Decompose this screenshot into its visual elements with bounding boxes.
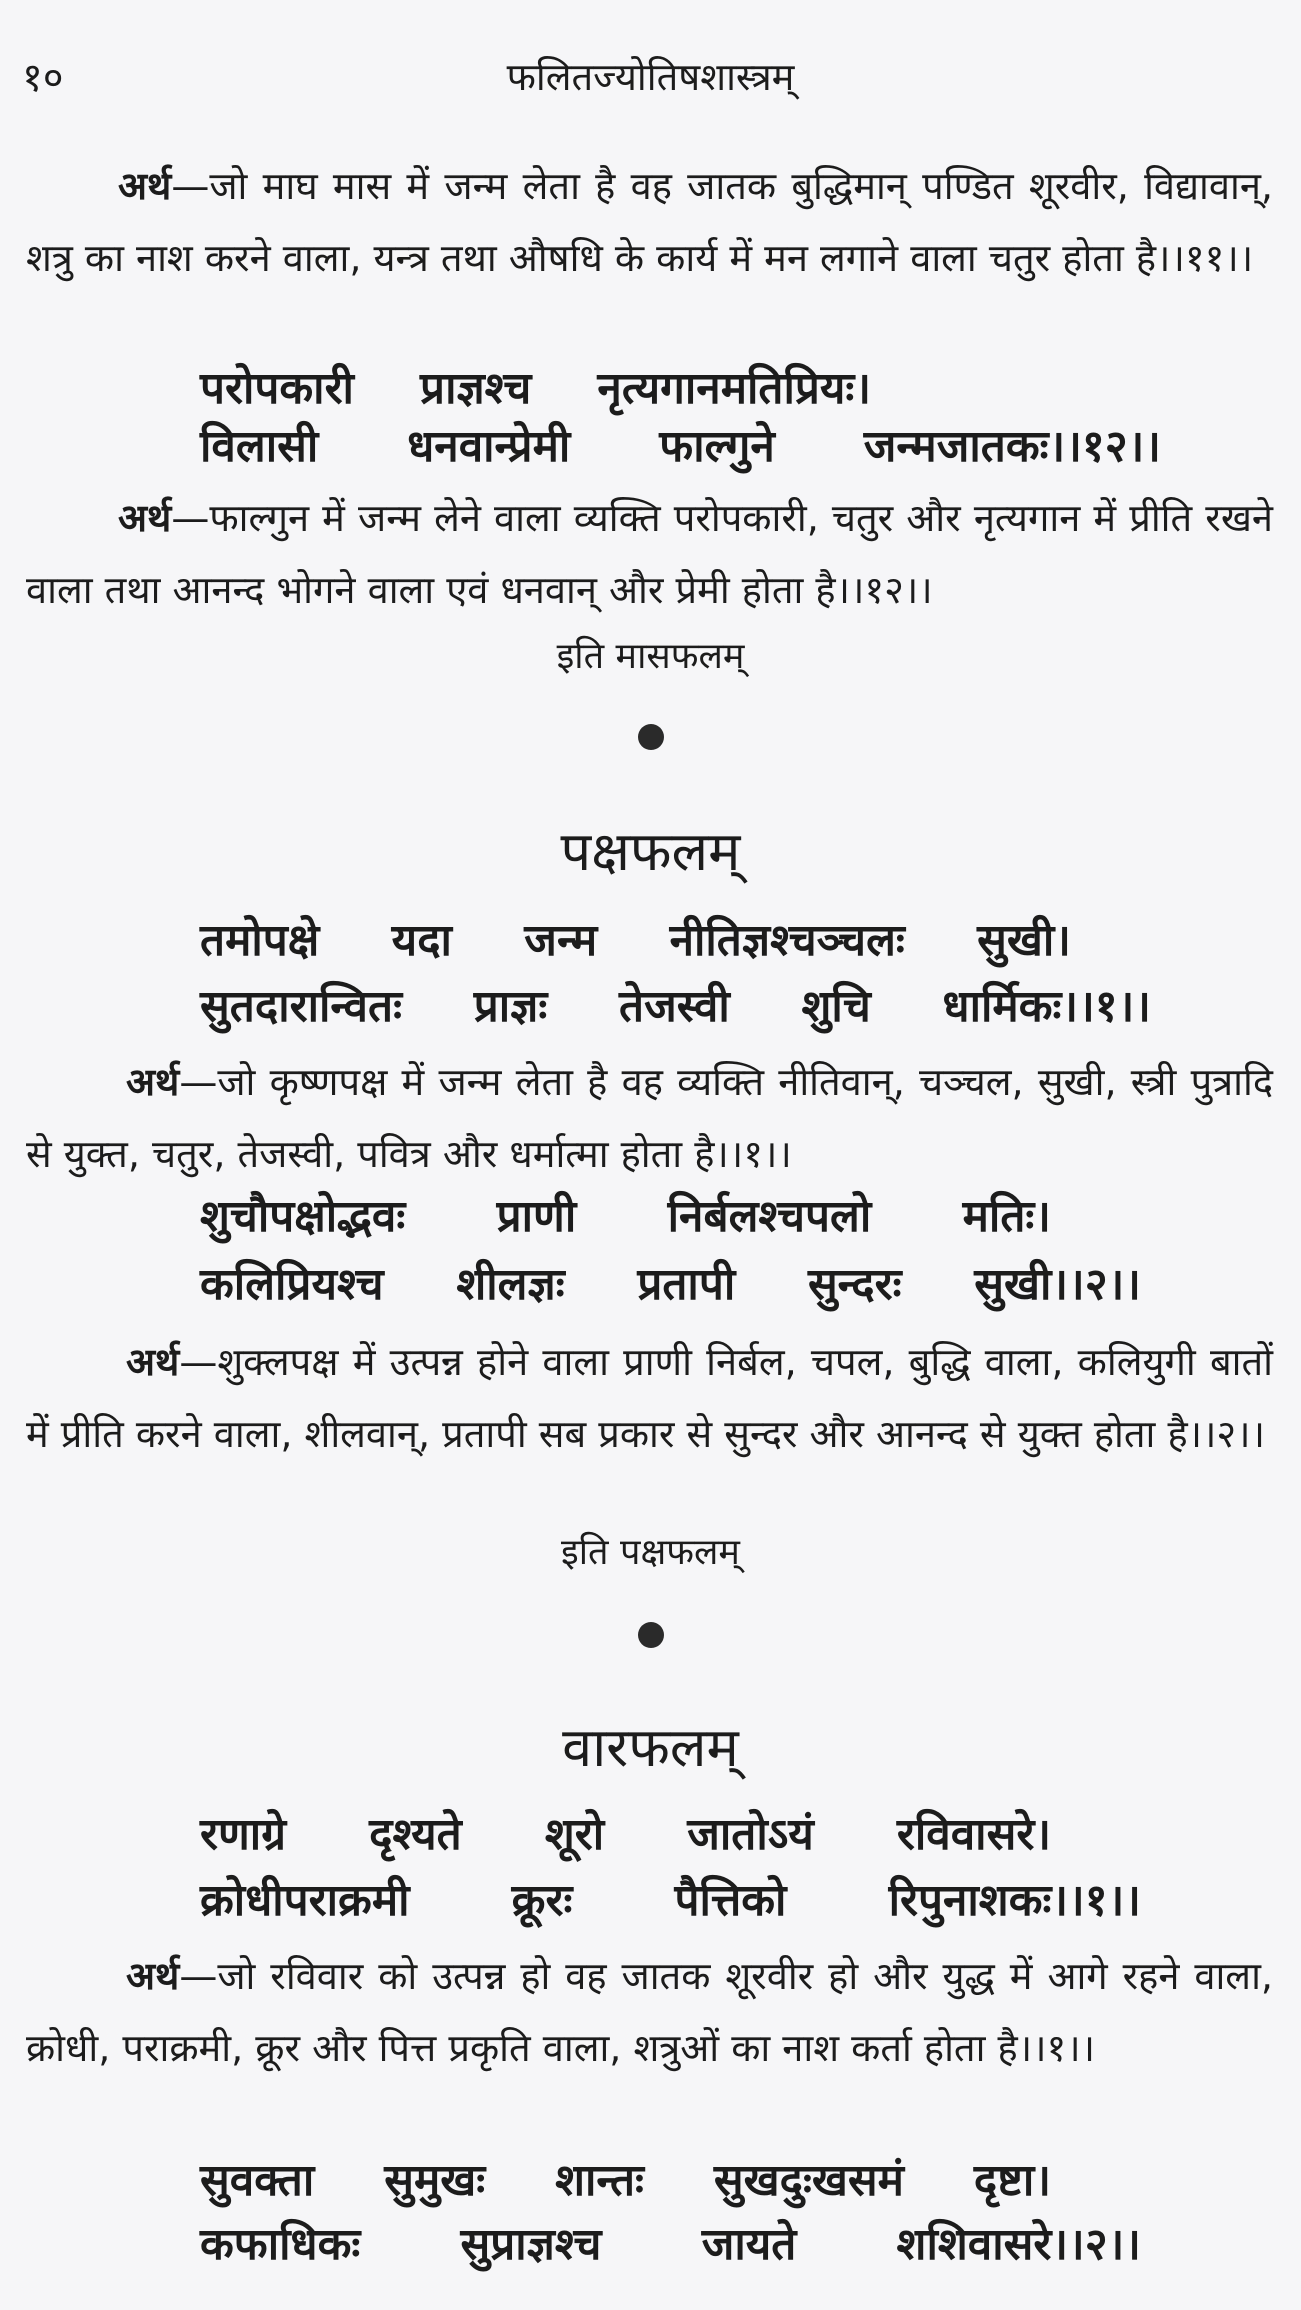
verse-word: प्राणी — [496, 1191, 577, 1242]
meaning-paragraph — [26, 1326, 1273, 1470]
verse-word: निर्बलश्चपलो — [667, 1191, 872, 1242]
section-bullet — [0, 724, 1301, 750]
verse-word: सुन्दरः — [807, 1259, 902, 1310]
verse-word: सुखी। — [977, 915, 1071, 966]
verse-word: धार्मिकः।।१।। — [942, 981, 1151, 1032]
verse-word: रिपुनाशकः।।१।। — [888, 1875, 1141, 1926]
verse-word: यदा — [391, 915, 452, 966]
verse-word: जातोऽयं — [687, 1809, 814, 1860]
verse-word: रणाग्रे — [200, 1809, 287, 1860]
verse-word: शशिवासरे।।२।। — [896, 2219, 1141, 2270]
meaning-text: —जो माघ मास में जन्म लेता है वह जातक बुद्धिमान् पण्डित शूरवीर, विद्यावान्, शत्रु का नाश करने वाला, यन्त्र तथा औषधि के कार्य में मन लगाने वाला चतुर होता है।।११।। — [26, 164, 1273, 280]
verse-word: शीलज्ञः — [456, 1259, 565, 1310]
verse-word: जायते — [701, 2219, 797, 2270]
verse-word: सुमुखः — [384, 2155, 486, 2206]
meaning-text: —फाल्गुन में जन्म लेने वाला व्यक्ति परोपकारी, चतुर और नृत्यगान में प्रीति रखने वाला तथा आनन्द भोगने वाला एवं धनवान् और प्रेमी होता है।।१२।। — [26, 496, 1273, 612]
verse-word: फाल्गुने — [659, 421, 775, 472]
verse-word: सुतदारान्वितः — [200, 981, 402, 1032]
verse-word: सुखी।।२।। — [974, 1259, 1141, 1310]
meaning-label: अर्थ — [118, 496, 172, 540]
meaning-paragraph — [26, 1940, 1273, 2084]
verse-word: तेजस्वी — [619, 981, 730, 1032]
verse-word: कलिप्रियश्च — [200, 1259, 384, 1310]
section-heading: पक्षफलम् — [560, 820, 741, 883]
verse-word: क्रूरः — [511, 1875, 573, 1926]
verse-line — [200, 972, 1151, 1042]
meaning-paragraph — [26, 1046, 1273, 1190]
verse-word: जन्म — [524, 915, 598, 966]
verse-line — [200, 412, 1161, 482]
verse-word: शुचि — [801, 981, 871, 1032]
verse-12-line-2 — [200, 412, 1161, 482]
running-title: फलितज्योतिषशास्त्रम् — [506, 55, 795, 99]
verse-line — [200, 1866, 1141, 1936]
section-bullet — [0, 1622, 1301, 1648]
verse-word: शूरो — [544, 1809, 605, 1860]
verse-word: सुखदुःखसमं — [713, 2155, 904, 2206]
meaning-text: —जो कृष्णपक्ष में जन्म लेता है वह व्यक्ति नीतिवान्, चञ्चल, सुखी, स्त्री पुत्रादि से युक्त, चतुर, तेजस्वी, पवित्र और धर्मात्मा होता है।।१।। — [26, 1060, 1273, 1176]
section-end-note: इति पक्षफलम् — [561, 1532, 740, 1573]
meaning-text: —जो रविवार को उत्पन्न हो वह जातक शूरवीर हो और युद्ध में आगे रहने वाला, क्रोधी, पराक्रमी, क्रूर और पित्त प्रकृति वाला, शत्रुओं का नाश कर्ता होता है।।१।। — [26, 1954, 1273, 2070]
verse-word: प्रतापी — [637, 1259, 736, 1310]
verse-line — [200, 2146, 1051, 2216]
verse-word: सुवक्ता — [200, 2155, 315, 2206]
meaning-label: अर्थ — [126, 1340, 180, 1384]
verse-line — [200, 1250, 1141, 1320]
verse-word: प्राज्ञश्च — [420, 363, 532, 414]
meaning-paragraph — [26, 150, 1273, 294]
verse-word: दृश्यते — [369, 1809, 462, 1860]
verse-word: शान्तः — [555, 2155, 644, 2206]
meaning-label: अर्थ — [118, 164, 172, 208]
meaning-label: अर्थ — [126, 1954, 180, 1998]
section-heading: वारफलम् — [562, 1716, 739, 1779]
verse-line — [200, 2210, 1141, 2280]
verse-word: क्रोधीपराक्रमी — [200, 1875, 410, 1926]
verse-line — [200, 1182, 1051, 1252]
verse-word: जन्मजातकः।।१२।। — [863, 421, 1161, 472]
verse-line — [200, 1800, 1051, 1870]
verse-word: परोपकारी — [200, 363, 354, 414]
verse-word: नृत्यगानमतिप्रियः। — [597, 363, 871, 414]
verse-word: पैत्तिको — [674, 1875, 787, 1926]
verse-word: प्राज्ञः — [473, 981, 548, 1032]
section-end-note: इति मासफलम् — [556, 636, 745, 677]
verse-word: दृष्टा। — [973, 2155, 1051, 2206]
verse-word: शुचौपक्षोद्भवः — [200, 1191, 406, 1242]
meaning-text: —शुक्लपक्ष में उत्पन्न होने वाला प्राणी निर्बल, चपल, बुद्धि वाला, कलियुगी बातों में प्रीति करने वाला, शीलवान्, प्रतापी सब प्रकार से सुन्दर और आनन्द से युक्त होता है।।२।। — [26, 1340, 1273, 1456]
page-header — [0, 42, 1301, 112]
meaning-label: अर्थ — [126, 1060, 180, 1104]
meaning-paragraph — [26, 482, 1273, 626]
verse-word: रविवासरे। — [896, 1809, 1051, 1860]
verse-word: धनवान्प्रेमी — [407, 421, 571, 472]
verse-word: कफाधिकः — [200, 2219, 361, 2270]
verse-word: सुप्राज्ञश्च — [460, 2219, 602, 2270]
verse-word: मतिः। — [962, 1191, 1051, 1242]
verse-word: तमोपक्षे — [200, 915, 320, 966]
page-number: १० — [22, 55, 64, 101]
verse-line — [200, 906, 1071, 976]
verse-word: नीतिज्ञश्चञ्चलः — [669, 915, 905, 966]
verse-word: विलासी — [200, 421, 319, 472]
